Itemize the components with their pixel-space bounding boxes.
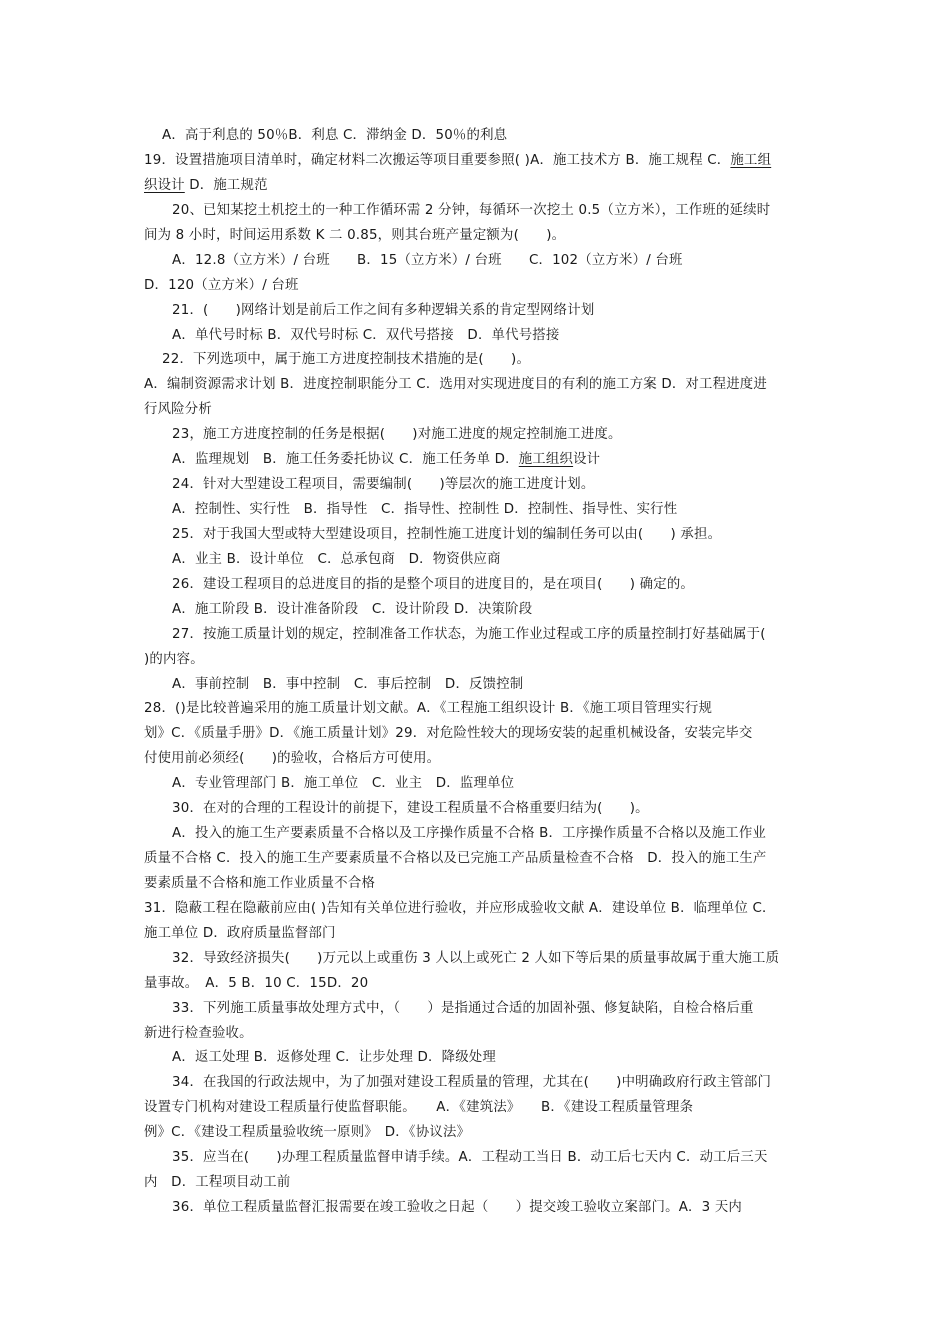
text-line: D．120（立方米）/ 台班 — [144, 278, 299, 293]
text-line: 26．建设工程项目的总进度目的指的是整个项目的进度目的，是在项目( ) 确定的。 — [172, 577, 695, 592]
text-line: 36．单位工程质量监督汇报需要在竣工验收之日起（ ）提交竣工验收立案部门。A．3 天内 — [172, 1200, 743, 1215]
text-line: 35．应当在( )办理工程质量监督申请手续。A．工程动工当日 B．动工后七天内 C．动工后三天 — [172, 1150, 768, 1165]
text-line: 31．隐蔽工程在隐蔽前应由( )告知有关单位进行验收，并应形成验收文献 A．建设单位 B．临理单位 C． — [144, 901, 776, 916]
text-line: 22．下列选项中，属于施工方进度控制技术措施的是( )。 — [162, 352, 531, 367]
text-line: 34．在我国的行政法规中，为了加强对建设工程质量的管理，尤其在( )中明确政府行政主管部门 — [172, 1075, 772, 1090]
text-line: 20、已知某挖土机挖土的一种工作循环需 2 分钟，每循环一次挖土 0.5（立方米），工作班的延续时 — [172, 203, 771, 218]
text-line: A．返工处理 B．返修处理 C．让步处理 D．降级处理 — [172, 1050, 496, 1065]
text-line: 28．()是比较普遍采用的施工质量计划文献。A．《工程施工组织设计 B．《施工项目管理实行规 — [144, 701, 713, 716]
text-line: 付使用前必须经( )的验收，合格后方可使用。 — [144, 751, 441, 766]
text-line: 施工单位 D．政府质量监督部门 — [144, 926, 336, 941]
text-line: 33．下列施工质量事故处理方式中，（ ）是指通过合适的加固补强、修复缺陷，自检合格后重 — [172, 1001, 754, 1016]
text-line: A．控制性、实行性 B．指导性 C．指导性、控制性 D．控制性、指导性、实行性 — [172, 502, 678, 517]
text-line: 行风险分析 — [144, 402, 212, 417]
text-line: A．高于利息的 50％B．利息 C．滞纳金 D．50％的利息 — [162, 128, 508, 143]
text-line: 23，施工方进度控制的任务是根据( )对施工进度的规定控制施工进度。 — [172, 427, 622, 442]
text-line: 量事故。 A．5 B．10 C．15D．20 — [144, 976, 369, 991]
text-line: A．编制资源需求计划 B．进度控制职能分工 C．选用对实现进度目的有利的施工方案 D．对工程进度进 — [144, 377, 767, 392]
text-line: 织设计 D．施工规范 — [144, 178, 268, 193]
text-line: 内 D．工程项目动工前 — [144, 1175, 291, 1190]
text-line: A．单代号时标 B．双代号时标 C．双代号搭接 D．单代号搭接 — [172, 328, 560, 343]
text-line: A．投入的施工生产要素质量不合格以及工序操作质量不合格 B．工序操作质量不合格以及施工作业 — [172, 826, 767, 841]
text-line: A．施工阶段 B．设计准备阶段 C．设计阶段 D．决策阶段 — [172, 602, 533, 617]
text-line: 设置专门机构对建设工程质量行使监督职能。 A．《建筑法》 B．《建设工程质量管理条 — [144, 1100, 694, 1115]
text-line: 21．( )网络计划是前后工作之间有多种逻辑关系的肯定型网络计划 — [172, 303, 595, 318]
text-line: 30．在对的合理的工程设计的前提下，建设工程质量不合格重要归结为( )。 — [172, 801, 649, 816]
text-line: 例》C．《建设工程质量验收统一原则》 D．《协议法》 — [144, 1125, 471, 1140]
text-line: A．12.8（立方米）/ 台班 B．15（立方米）/ 台班 C．102（立方米）/ 台班 — [172, 253, 683, 268]
text-line: A．监理规划 B．施工任务委托协议 C．施工任务单 D．施工组织设计 — [172, 452, 601, 467]
text-line: 19．设置措施项目清单时，确定材料二次搬运等项目重要参照( )A．施工技术方 B．施工规程 C．施工组 — [144, 153, 772, 168]
text-line: )的内容。 — [144, 652, 204, 667]
text-line: 要素质量不合格和施工作业质量不合格 — [144, 876, 376, 891]
text-line: 质量不合格 C．投入的施工生产要素质量不合格以及已完施工产品质量检查不合格 D．投入的施工生产 — [144, 851, 767, 866]
text-line: 划》C．《质量手册》D．《施工质量计划》29．对危险性较大的现场安装的起重机械设备，安装完毕交 — [144, 726, 753, 741]
text-line: 新进行检查验收。 — [144, 1026, 253, 1041]
text-line: 27．按施工质量计划的规定，控制准备工作状态，为施工作业过程或工序的质量控制打好基础属于( — [172, 627, 766, 642]
text-line: 25．对于我国大型或特大型建设项目，控制性施工进度计划的编制任务可以由( ) 承担。 — [172, 527, 722, 542]
text-line: A．事前控制 B．事中控制 C．事后控制 D．反馈控制 — [172, 677, 524, 692]
text-line: 24．针对大型建设工程项目，需要编制( )等层次的施工进度计划。 — [172, 477, 595, 492]
text-line: 间为 8 小时，时间运用系数 K 二 0.85，则其台班产量定额为( )。 — [144, 228, 566, 243]
text-line: 32．导致经济损失( )万元以上或重伤 3 人以上或死亡 2 人如下等后果的质量事故属于重大施工质 — [172, 951, 780, 966]
text-line: A．专业管理部门 B．施工单位 C．业主 D．监理单位 — [172, 776, 515, 791]
text-line: A．业主 B．设计单位 C．总承包商 D．物资供应商 — [172, 552, 501, 567]
